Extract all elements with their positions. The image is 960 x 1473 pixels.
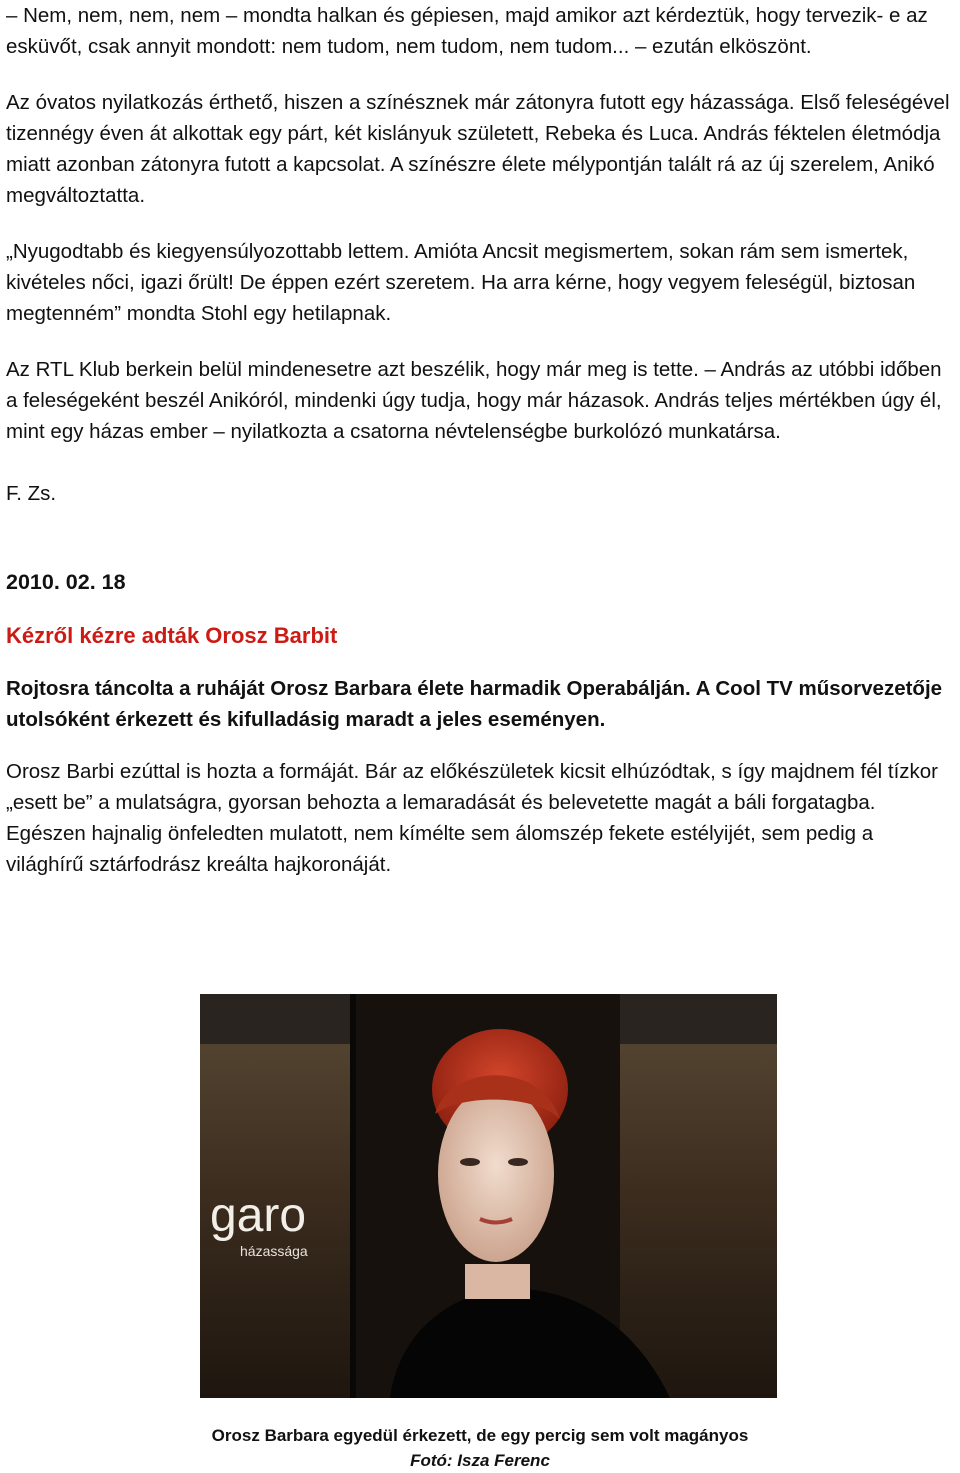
poster-subtitle: házassága (240, 1243, 308, 1259)
article1-paragraph-1: – Nem, nem, nem, nem – mondta halkan és gépiesen, majd amikor azt kérdeztük, hogy tervezik- e az esküvőt, csak annyit mondott: nem tudom, nem tudom, nem tudom... – ezután elköszönt. (6, 4, 928, 58)
photo-illustration (200, 994, 777, 1398)
article1-paragraph-2: Az óvatos nyilatkozás érthető, hiszen a színésznek már zátonyra futott egy házassága. Első feleségével tizennégy éven át alkottak egy párt, két kislányuk született, Rebeka és Luca. András féktelen életmódja miatt azonban zátonyra futott a kapcsolat. A színészre élete mélypontján talált rá az új szerelem, Anikó megváltoztatta. (6, 91, 950, 207)
article1-signature: F. Zs. (6, 482, 57, 505)
article-page (6, 0, 954, 880)
article1-paragraph-4: Az RTL Klub berkein belül mindenesetre azt beszélik, hogy már meg is tette. – András az utóbbi időben a feleségeként beszél Anikóról, mindenki úgy tudja, hogy már házasok. András teljes mértékben úgy él, mint egy házas ember – nyilatkozta a csatorna névtelenségbe burkolózó munkatársa. (6, 358, 942, 443)
poster-right (620, 994, 777, 1398)
article1-paragraph-3: „Nyugodtabb és kiegyensúlyozottabb lettem. Amióta Ancsit megismertem, sokan rám sem ismertek, kivételes nőci, igazi őrült! De éppen ezért szeretem. Ha arra kérne, hogy vegyem feleségül, biztosan megtenném” mondta Stohl egy hetilapnak. (6, 240, 916, 325)
photo-caption: Orosz Barbara egyedül érkezett, de egy percig sem volt magányos (211, 1426, 749, 1445)
article2-headline: Kézről kézre adták Orosz Barbit (6, 623, 338, 648)
article-photo (200, 994, 777, 1398)
face (438, 1086, 554, 1262)
article2-body: Orosz Barbi ezúttal is hozta a formáját. Bár az előkészületek kicsit elhúzódtak, s így majdnem fél tízkor „esett be” a mulatságra, gyorsan behozta a lemaradását és belevetette magát a báli forgatagba. Egészen hajnalig önfeledten mulatott, nem kímélte sem álomszép fekete estélyijét, sem pedig a világhírű sztárfodrász kreálta hajkoronáját. (6, 760, 939, 876)
article2-lead: Rojtosra táncolta a ruháját Orosz Barbara élete harmadik Operabálján. A Cool TV műsorvezetője utolsóként érkezett és kifulladásig maradt a jeles eseményen. (6, 677, 943, 731)
poster-title: garo (210, 1189, 307, 1242)
photo-credit: Fotó: Isza Ferenc (410, 1451, 550, 1470)
article2-date: 2010. 02. 18 (6, 570, 126, 594)
